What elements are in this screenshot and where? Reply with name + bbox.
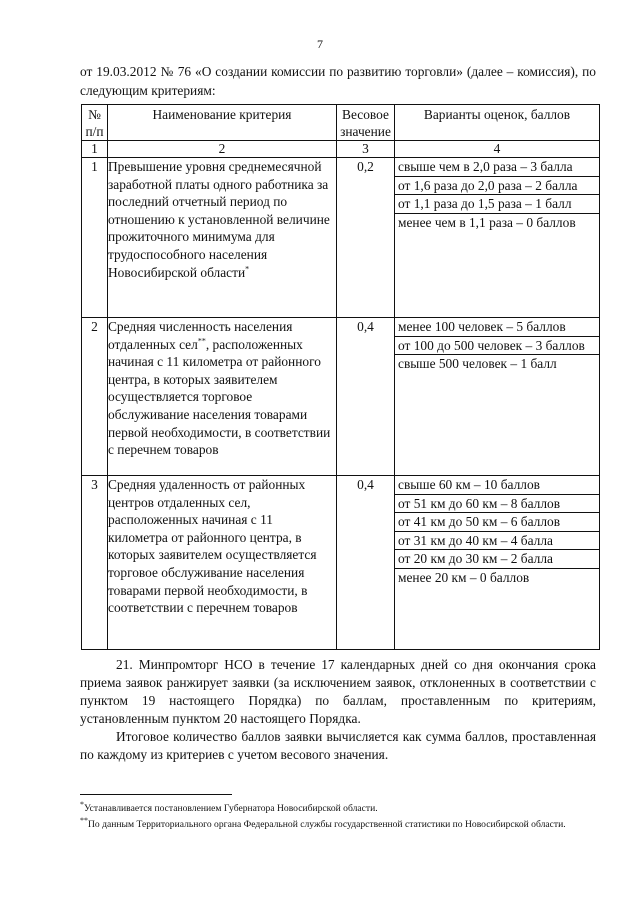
score-option: менее чем в 1,1 раза – 0 баллов [398, 214, 576, 230]
score-option: от 51 км до 60 км – 8 баллов [395, 495, 599, 514]
score-options [395, 476, 600, 650]
weight-value: 0,2 [337, 158, 395, 318]
score-option: от 1,1 раза до 1,5 раза – 1 балл [395, 195, 599, 214]
criterion-text: Средняя численность населения отдаленных сел [108, 319, 293, 352]
score-option: от 100 до 500 человек – 3 баллов [395, 337, 599, 356]
footnote-mark: ** [80, 815, 88, 825]
row-number: 3 [82, 476, 108, 650]
header-number: № п/п [82, 105, 108, 141]
weight-value: 0,4 [337, 318, 395, 476]
score-option: от 41 км до 50 км – 6 баллов [395, 513, 599, 532]
footnote-text: По данным Территориального органа Федеральной службы государственной статистики по Новосибирской области. [88, 819, 566, 830]
score-option: менее 20 км – 0 баллов [398, 569, 530, 585]
footnote-mark: * [245, 264, 250, 274]
criteria-table [81, 104, 600, 650]
row-number: 1 [82, 158, 108, 318]
footnote [80, 815, 596, 831]
header-options: Варианты оценок, баллов [395, 105, 600, 141]
footnote-divider [80, 794, 232, 795]
score-options [395, 318, 600, 476]
paragraph-total-score: Итоговое количество баллов заявки вычисляется как сумма баллов, проставленная по каждому из критериев с учетом весового значения. [80, 729, 596, 762]
criterion-text: Превышение уровня среднемесячной заработной платы одного работника за последний отчетный период по отношению к установленной величине прожиточного минимума для трудоспособного населения Новосибирской области [108, 159, 330, 280]
column-number: 3 [337, 141, 395, 158]
criterion-name [108, 318, 337, 476]
table-row [82, 318, 600, 476]
page-number: 7 [317, 37, 323, 51]
score-option: свыше 500 человек – 1 балл [398, 356, 557, 371]
score-option: менее 100 человек – 5 баллов [395, 318, 599, 337]
score-option: от 31 км до 40 км – 4 балла [395, 532, 599, 551]
score-option: от 20 км до 30 км – 2 балла [395, 550, 599, 569]
header-criterion: Наименование критерия [108, 105, 337, 141]
criterion-name [108, 158, 337, 318]
footnote [80, 799, 596, 815]
column-number: 2 [108, 141, 337, 158]
footnote-mark: * [80, 799, 84, 809]
row-number: 2 [82, 318, 108, 476]
intro-paragraph: от 19.03.2012 № 76 «О создании комиссии по развитию торговли» (далее – комиссия), по следующим критериям: [80, 64, 596, 98]
score-options [395, 158, 600, 318]
paragraph-21: 21. Минпромторг НСО в течение 17 календарных дней со дня окончания срока приема заявок ранжирует заявки (за исключением заявок, отклоненных в соответствии с пунктом 19 настоящего Порядка) по баллам, проставленным по критериям, установленным пунктом 20 настоящего Порядка. [80, 657, 596, 726]
score-option: свыше 60 км – 10 баллов [395, 476, 599, 495]
table-header-row [82, 105, 600, 141]
table-row [82, 476, 600, 650]
weight-value: 0,4 [337, 476, 395, 650]
table-row [82, 158, 600, 318]
column-number-row [82, 141, 600, 158]
footnote-mark: ** [197, 336, 206, 346]
score-option: от 1,6 раза до 2,0 раза – 2 балла [395, 177, 599, 196]
column-number: 4 [395, 141, 600, 158]
criterion-name: Средняя удаленность от районных центров отдаленных сел, расположенных начиная с 11 километра от районного центра, в которых заявителем осуществляется торговое обслуживание населения товарами первой необходимости, в соответствии с перечнем товаров [108, 476, 337, 650]
criterion-text: , расположенных начиная с 11 километра от районного центра, в которых заявителем осуществляется торговое обслуживание населения товарами первой необходимости, в соответствии с перечнем товаров [108, 336, 331, 458]
column-number: 1 [82, 141, 108, 158]
footnote-text: Устанавливается постановлением Губернатора Новосибирской области. [84, 803, 378, 814]
header-weight: Весовое значение [337, 105, 395, 141]
score-option: свыше чем в 2,0 раза – 3 балла [395, 158, 599, 177]
